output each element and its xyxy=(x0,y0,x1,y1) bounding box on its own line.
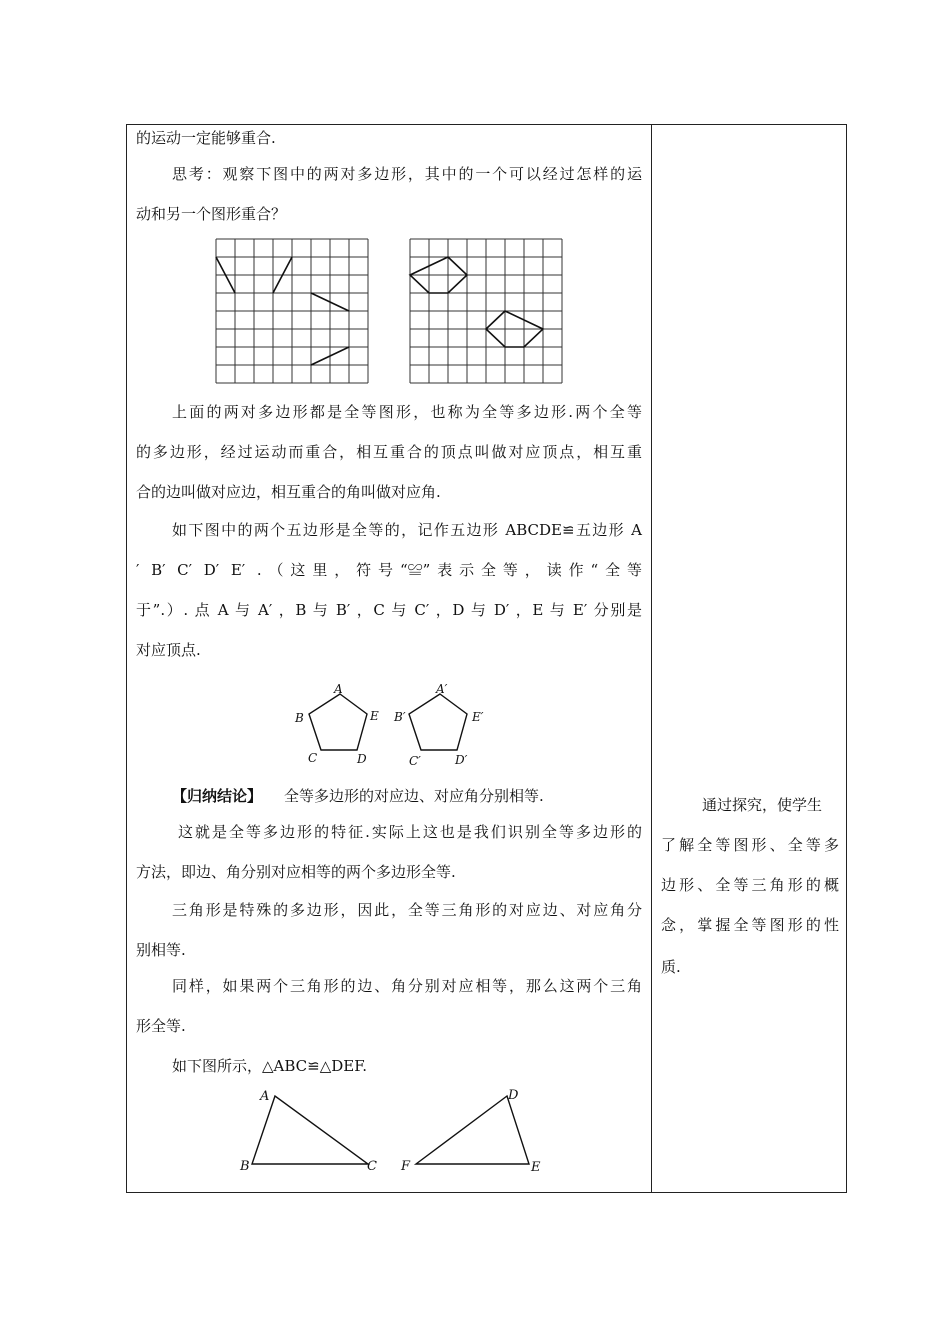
vertex-label-e: E xyxy=(370,709,379,723)
paragraph-line: 方法，即边、角分别对应相等的两个多边形全等. xyxy=(136,863,456,881)
conclusion-tag: 【归纳结论】 xyxy=(172,787,263,805)
paragraph-line: 如下图所示，△ABC≌△DEF. xyxy=(172,1057,368,1075)
paragraph-line: 形全等. xyxy=(136,1017,186,1035)
paragraph-line: ′ B′ C′ D′ E′ .（这里，符号“≌”表示全等，读作“全等 xyxy=(136,561,642,579)
pentagons-figure xyxy=(290,682,500,772)
paragraph-line: 对应顶点. xyxy=(136,641,201,659)
vertex-label-c: C xyxy=(367,1159,377,1174)
vertex-label-c-prime: C′ xyxy=(409,754,421,768)
vertex-label-d-prime: D′ xyxy=(455,753,468,767)
paragraph-line: 上面的两对多边形都是全等图形，也称为全等多边形.两个全等 xyxy=(172,403,642,421)
vertex-label-c: C xyxy=(308,751,318,765)
conclusion-line xyxy=(172,786,544,806)
vertex-label-a: A xyxy=(260,1089,270,1104)
triangle-abc xyxy=(252,1096,368,1164)
paragraph-line: 思考：观察下图中的两对多边形，其中的一个可以经过怎样的运 xyxy=(172,165,642,183)
side-note-line: 质. xyxy=(661,958,681,976)
paragraph-line: 别相等. xyxy=(136,941,186,959)
paragraph-line: 于”.）. 点 A 与 A′ ，B 与 B′ ，C 与 C′ ，D 与 D′ ，E 与 E′ 分别是 xyxy=(136,601,642,619)
side-note-line: 了解全等图形、全等多 xyxy=(661,836,839,854)
paragraph-line: 这就是全等多边形的特征.实际上这也是我们识别全等多边形的 xyxy=(178,823,642,841)
paragraph-line: 动和另一个图形重合？ xyxy=(136,205,287,223)
vertex-label-e: E xyxy=(531,1160,541,1175)
vertex-label-e-prime: E′ xyxy=(472,710,484,724)
column-divider xyxy=(651,124,652,1193)
grid-figure-1 xyxy=(216,239,370,384)
vertex-label-b: B xyxy=(240,1159,250,1174)
triangles-figure xyxy=(236,1086,556,1176)
vertex-label-b: B xyxy=(295,711,304,725)
side-note-line: 通过探究，使学生 xyxy=(702,796,823,814)
vertex-label-b-prime: B′ xyxy=(394,710,406,724)
paragraph-line: 如下图中的两个五边形是全等的，记作五边形 ABCDE≌五边形 A xyxy=(172,521,642,539)
side-note-line: 边形、全等三角形的概 xyxy=(661,876,839,894)
pentagon-abcde xyxy=(309,694,367,750)
side-note-line: 念，掌握全等图形的性 xyxy=(661,916,839,934)
vertex-label-d: D xyxy=(357,752,367,766)
paragraph-line: 三角形是特殊的多边形，因此，全等三角形的对应边、对应角分 xyxy=(172,901,642,919)
paragraph-line: 合的边叫做对应边，相互重合的角叫做对应角. xyxy=(136,483,441,501)
paragraph-line: 的多边形，经过运动而重合，相互重合的顶点叫做对应顶点，相互重 xyxy=(136,443,642,461)
vertex-label-a-prime: A′ xyxy=(436,682,448,696)
grid-figure-2 xyxy=(410,239,564,384)
pentagon-abcde-prime xyxy=(409,694,467,750)
paragraph-line: 同样，如果两个三角形的边、角分别对应相等，那么这两个三角 xyxy=(172,977,642,995)
vertex-label-d: D xyxy=(508,1088,519,1103)
conclusion-text: 全等多边形的对应边、对应角分别相等. xyxy=(284,787,544,805)
triangle-def xyxy=(416,1096,529,1164)
vertex-label-f: F xyxy=(401,1159,411,1174)
paragraph-line: 的运动一定能够重合. xyxy=(136,129,276,147)
vertex-label-a: A xyxy=(334,682,343,696)
